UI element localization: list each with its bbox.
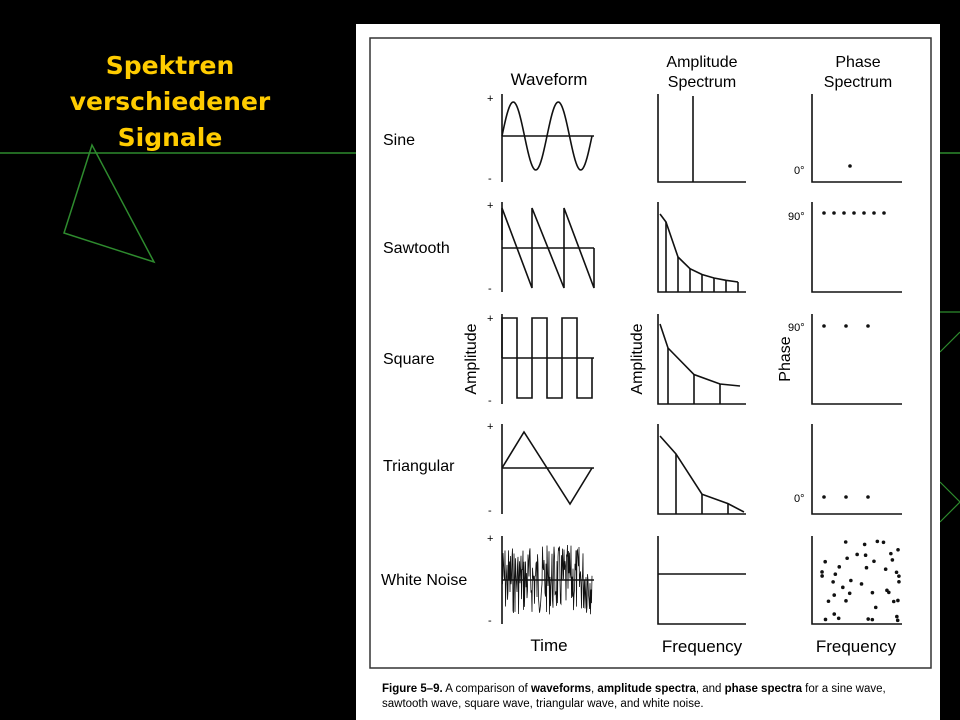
sawtooth-phase-point bbox=[882, 211, 886, 215]
row-label-square: Square bbox=[383, 351, 435, 368]
white-noise-phase-point bbox=[845, 556, 849, 560]
spectra-figure bbox=[356, 24, 940, 720]
sine-phase-axes bbox=[812, 94, 902, 182]
bottom-label-frequency-amplitude: Frequency bbox=[661, 637, 743, 656]
white-noise-phase-point bbox=[884, 567, 888, 571]
sawtooth-spectrum-envelope bbox=[660, 214, 738, 282]
white-noise-phase-point bbox=[855, 553, 859, 557]
white-noise-phase-point bbox=[876, 540, 880, 544]
white-noise-phase-point bbox=[895, 615, 899, 619]
header-phase-1: Phase bbox=[835, 54, 881, 71]
sawtooth-phase-point bbox=[842, 211, 846, 215]
white-noise-phase-point bbox=[885, 589, 889, 593]
white-noise-phase-point bbox=[820, 574, 824, 578]
sine-amplitude-axes bbox=[658, 94, 746, 182]
white-noise-phase-point bbox=[865, 566, 869, 570]
white-noise-phase-point bbox=[897, 574, 901, 578]
phase-y-axis-label: Phase bbox=[777, 336, 794, 382]
minus-sign-1: - bbox=[488, 173, 492, 185]
plot-graphics bbox=[502, 94, 902, 624]
square-phase-axes bbox=[812, 314, 902, 404]
square-spectrum-envelope bbox=[660, 324, 740, 386]
white-noise-phase-point bbox=[866, 617, 870, 621]
white-noise-phase-axes bbox=[812, 536, 902, 624]
triangular-phase-axes bbox=[812, 424, 902, 514]
caption-text-2: , bbox=[591, 683, 598, 695]
bottom-label-frequency-phase: Frequency bbox=[815, 637, 897, 656]
white-noise-phase-point bbox=[848, 591, 852, 595]
white-noise-phase-point bbox=[896, 599, 900, 603]
white-noise-phase-point bbox=[834, 572, 838, 576]
triangle-outline bbox=[64, 145, 154, 262]
figure-panel bbox=[356, 24, 940, 720]
header-amplitude-1: Amplitude bbox=[666, 54, 738, 71]
header-phase-2: Spectrum bbox=[823, 74, 893, 91]
title-line-3: Signale bbox=[117, 123, 223, 152]
white-noise-phase-point bbox=[844, 540, 848, 544]
title-line-1: Spektren bbox=[105, 51, 235, 80]
row-label-white-noise: White Noise bbox=[381, 572, 468, 589]
square-phase-point bbox=[844, 324, 848, 328]
phase-deg-90-sawtooth: 90° bbox=[788, 211, 805, 223]
row-label-triangular: Triangular bbox=[383, 458, 455, 475]
sawtooth-phase-point bbox=[832, 211, 836, 215]
white-noise-phase-point bbox=[874, 606, 878, 610]
white-noise-phase-point bbox=[872, 559, 876, 563]
white-noise-amplitude-axes bbox=[658, 536, 746, 624]
white-noise-phase-point bbox=[837, 565, 841, 569]
white-noise-phase-point bbox=[832, 612, 836, 616]
sawtooth-phase-point bbox=[862, 211, 866, 215]
square-phase-point bbox=[822, 324, 826, 328]
caption-text-3: , and bbox=[695, 683, 725, 695]
square-amplitude-axes bbox=[658, 314, 746, 404]
plus-sign-4: + bbox=[487, 421, 494, 433]
plus-sign-5: + bbox=[487, 533, 494, 545]
white-noise-phase-point bbox=[891, 558, 895, 562]
phase-deg-90-square: 90° bbox=[788, 322, 805, 334]
white-noise-phase-point bbox=[871, 618, 875, 622]
square-phase-point bbox=[866, 324, 870, 328]
accent-stub-2 bbox=[940, 332, 960, 352]
sawtooth-phase-point bbox=[822, 211, 826, 215]
white-noise-phase-point bbox=[841, 586, 845, 590]
minus-sign-4: - bbox=[488, 505, 492, 517]
bottom-label-time: Time bbox=[530, 636, 568, 655]
waveform-y-axis-label: Amplitude bbox=[463, 323, 480, 395]
white-noise-phase-point bbox=[837, 616, 841, 620]
white-noise-phase-point bbox=[863, 543, 867, 547]
caption-text-1: A comparison of bbox=[442, 683, 531, 695]
header-amplitude-2: Spectrum bbox=[667, 74, 737, 91]
white-noise-phase-point bbox=[849, 579, 853, 583]
white-noise-phase-point bbox=[896, 619, 900, 623]
caption-bold-1: waveforms bbox=[530, 683, 592, 695]
plus-sign-2: + bbox=[487, 200, 494, 212]
header-waveform: Waveform bbox=[510, 70, 588, 89]
sawtooth-phase-axes bbox=[812, 202, 902, 292]
white-noise-phase-point bbox=[820, 570, 824, 574]
phase-deg-0-triangular: 0° bbox=[794, 493, 805, 505]
accent-stub-3 bbox=[940, 482, 960, 522]
plus-sign-3: + bbox=[487, 313, 494, 325]
row-label-sine: Sine bbox=[383, 132, 416, 149]
white-noise-phase-point bbox=[871, 591, 875, 595]
phase-deg-0-sine: 0° bbox=[794, 165, 805, 177]
white-noise-phase-point bbox=[844, 599, 848, 603]
minus-sign-5: - bbox=[488, 615, 492, 627]
caption-bold-2: amplitude spectra bbox=[597, 683, 696, 695]
white-noise-phase-point bbox=[831, 580, 835, 584]
white-noise-phase-point bbox=[897, 580, 901, 584]
white-noise-phase-point bbox=[823, 560, 827, 564]
triangular-phase-point bbox=[844, 495, 848, 499]
caption-bold-3: phase spectra bbox=[724, 683, 802, 695]
sine-phase-point bbox=[848, 164, 852, 168]
white-noise-phase-point bbox=[827, 599, 831, 603]
caption-text-4: for a sine wave, sawtooth wave, square wave, triangular wave, and white noise. bbox=[382, 683, 886, 710]
plus-sign-1: + bbox=[487, 93, 494, 105]
triangular-phase-point bbox=[866, 495, 870, 499]
white-noise-phase-point bbox=[892, 600, 896, 604]
title-line-2: verschiedener bbox=[69, 87, 271, 116]
white-noise-phase-point bbox=[824, 618, 828, 622]
minus-sign-2: - bbox=[488, 283, 492, 295]
sawtooth-phase-point bbox=[852, 211, 856, 215]
caption-label: Figure 5–9. bbox=[382, 683, 443, 695]
slide-title bbox=[20, 48, 320, 156]
white-noise-phase-point bbox=[896, 548, 900, 552]
amplitude-y-axis-label: Amplitude bbox=[629, 323, 646, 395]
sawtooth-phase-point bbox=[872, 211, 876, 215]
minus-sign-3: - bbox=[488, 395, 492, 407]
triangular-phase-point bbox=[822, 495, 826, 499]
row-label-sawtooth: Sawtooth bbox=[383, 240, 450, 257]
white-noise-phase-point bbox=[882, 540, 886, 544]
white-noise-phase-point bbox=[895, 570, 899, 574]
white-noise-phase-point bbox=[832, 593, 836, 597]
white-noise-phase-point bbox=[889, 552, 893, 556]
white-noise-phase-point bbox=[864, 553, 868, 557]
white-noise-phase-point bbox=[860, 582, 864, 586]
figure-caption bbox=[382, 682, 930, 712]
